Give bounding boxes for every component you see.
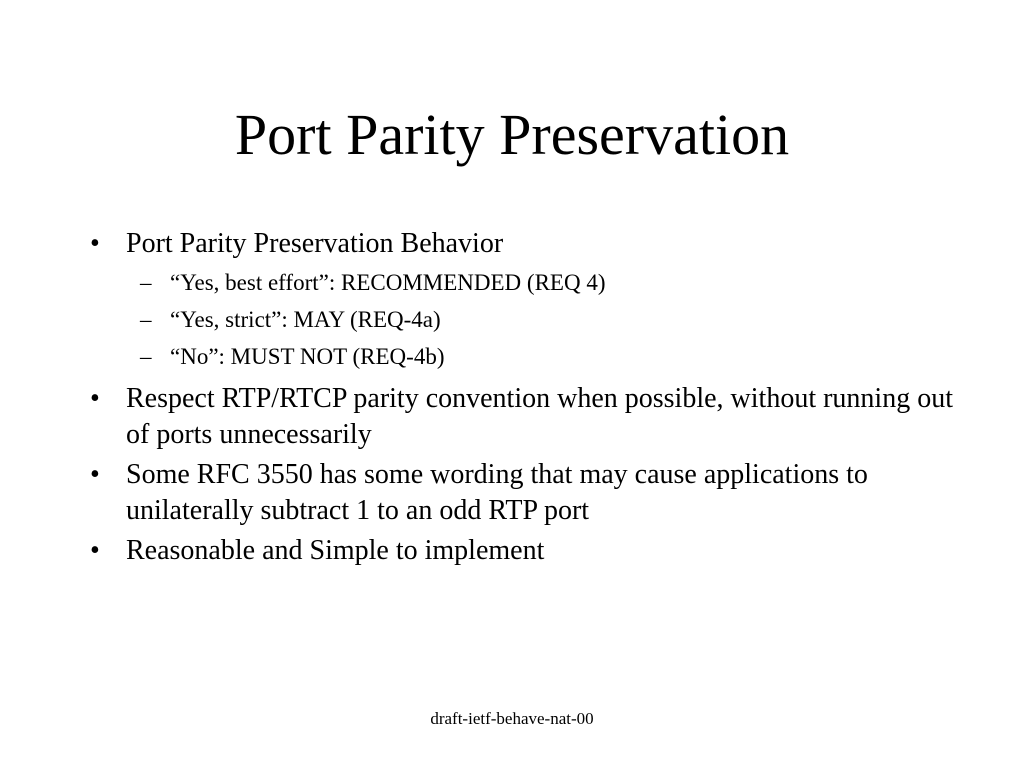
sub-bullet-list [126,264,970,375]
bullet-list [90,226,970,573]
sub-bullet-item [140,264,970,301]
bullet-marker: • [90,228,100,259]
bullet-marker: • [90,383,100,414]
sub-bullet-item [140,338,970,375]
bullet-text: Reasonable and Simple to implement [126,535,545,566]
bullet-item [90,381,970,453]
sub-bullet-text: “Yes, strict”: MAY (REQ-4a) [170,307,441,332]
sub-bullet-text: “No”: MUST NOT (REQ-4b) [170,344,445,369]
sub-bullet-marker: – [140,344,152,369]
sub-bullet-marker: – [140,307,152,332]
bullet-item [90,226,970,375]
sub-bullet-item [140,301,970,338]
bullet-item [90,533,970,569]
bullet-text: Some RFC 3550 has some wording that may cause applications to unilaterally subtract 1 to an odd RTP port [126,459,868,526]
slide-title: Port Parity Preservation [234,102,790,167]
bullet-item [90,457,970,529]
sub-bullet-marker: – [140,270,152,295]
bullet-marker: • [90,459,100,490]
bullet-text: Port Parity Preservation Behavior [126,228,504,259]
bullet-text: Respect RTP/RTCP parity convention when possible, without running out of ports unnecessarily [126,383,953,450]
sub-bullet-text: “Yes, best effort”: RECOMMENDED (REQ 4) [170,270,606,295]
slide-footer: draft-ietf-behave-nat-00 [430,709,594,728]
bullet-marker: • [90,535,100,566]
